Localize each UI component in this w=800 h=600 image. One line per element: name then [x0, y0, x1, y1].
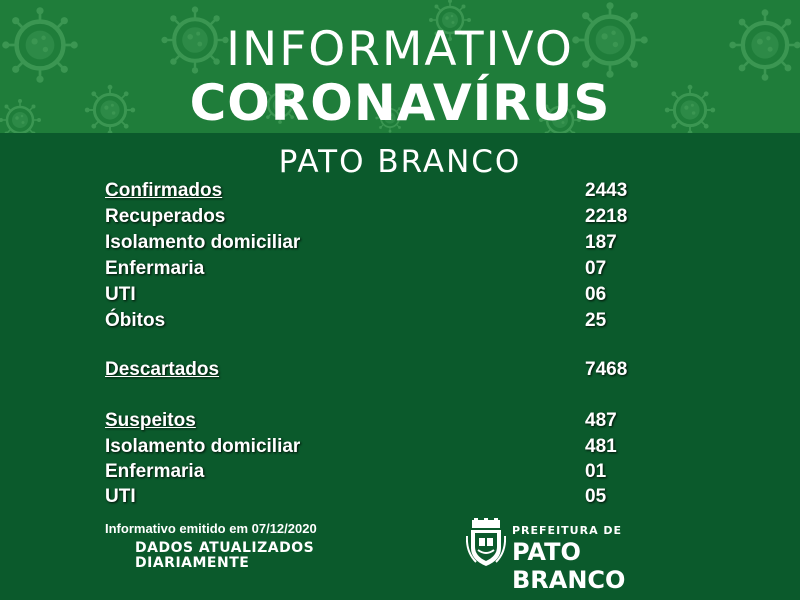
label-enfermaria-suspeitos: Enfermaria	[105, 461, 205, 482]
row-suspeitos	[105, 410, 665, 434]
label-suspeitos: Suspeitos	[105, 410, 196, 431]
label-isolamento-suspeitos: Isolamento domiciliar	[105, 436, 301, 457]
value-suspeitos: 487	[585, 410, 617, 431]
city-subtitle: PATO BRANCO	[278, 144, 522, 180]
row-isolamento-suspeitos	[105, 436, 665, 460]
coat-of-arms-icon	[466, 518, 506, 568]
value-uti-confirmados: 06	[585, 284, 607, 305]
prefeitura-logo	[466, 518, 676, 594]
daily-update-note	[135, 541, 314, 571]
label-enfermaria-confirmados: Enfermaria	[105, 258, 205, 279]
value-recuperados: 2218	[585, 206, 628, 227]
header-banner	[0, 0, 800, 133]
row-uti-suspeitos	[105, 486, 665, 510]
label-obitos: Óbitos	[105, 310, 166, 331]
value-obitos: 25	[585, 310, 607, 331]
row-enfermaria-confirmados	[105, 258, 665, 282]
daily-update-line2: DIARIAMENTE	[135, 555, 250, 571]
row-enfermaria-suspeitos	[105, 461, 665, 485]
header-title-informativo: INFORMATIVO	[226, 22, 574, 77]
value-isolamento-suspeitos: 481	[585, 436, 617, 457]
value-confirmados: 2443	[585, 180, 628, 201]
row-isolamento-confirmados	[105, 232, 665, 256]
value-isolamento-confirmados: 187	[585, 232, 617, 253]
value-enfermaria-confirmados: 07	[585, 258, 607, 279]
issued-date-note: Informativo emitido em 07/12/2020	[105, 521, 317, 536]
row-uti-confirmados	[105, 284, 665, 308]
logo-text-prefeitura: PREFEITURA DE	[512, 524, 623, 537]
label-uti-suspeitos: UTI	[105, 486, 136, 507]
row-descartados	[105, 359, 665, 383]
value-uti-suspeitos: 05	[585, 486, 607, 507]
value-enfermaria-suspeitos: 01	[585, 461, 607, 482]
row-confirmados	[105, 180, 665, 204]
value-descartados: 7468	[585, 359, 628, 380]
label-descartados: Descartados	[105, 359, 220, 380]
label-uti-confirmados: UTI	[105, 284, 136, 305]
label-recuperados: Recuperados	[105, 206, 226, 227]
row-recuperados	[105, 206, 665, 230]
daily-update-line1: DADOS ATUALIZADOS	[135, 540, 315, 556]
row-obitos	[105, 310, 665, 334]
label-confirmados: Confirmados	[105, 180, 223, 201]
logo-text-pato-branco: PATO BRANCO	[512, 538, 626, 594]
label-isolamento-confirmados: Isolamento domiciliar	[105, 232, 301, 253]
header-title-coronavirus: CORONAVÍRUS	[189, 74, 611, 132]
